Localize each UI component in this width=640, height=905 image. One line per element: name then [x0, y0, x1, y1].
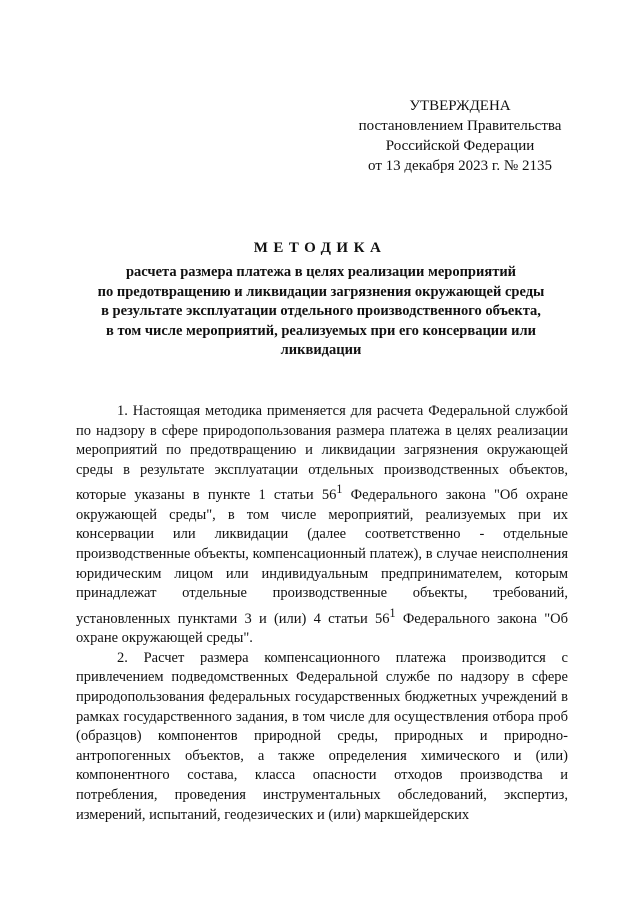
approval-stamp [330, 96, 590, 176]
approval-date: от 13 декабря 2023 г. № 2135 [368, 158, 552, 174]
approval-government: Российской Федерации [385, 138, 535, 154]
footnote-superscript: 1 [336, 482, 343, 497]
subtitle-line: ликвидации [280, 342, 362, 358]
approval-heading: УТВЕРЖДЕНА [409, 98, 511, 114]
document-subtitle [75, 263, 567, 361]
document-body [76, 402, 568, 825]
subtitle-line: по предотвращению и ликвидации загрязнения окружающей среды [97, 283, 545, 300]
paragraph-1-text-b: Федерального закона "Об охране окружающей среды", в том числе мероприятий, реализуемых при их консервации или ликвидации (далее соответственно - отдельные производственные объекты, компенсационный платеж), в случае неисполнения юридическим лицом или индивидуальным предпринимателем, которым принадлежат отдельные производственные объекты, требований, установленных пунктами 3 и (или) 4 статьи 56 [76, 487, 568, 627]
paragraph-1-text-a: 1. Настоящая методика применяется для расчета Федеральной службой по надзору в сфере природопользования размера платежа в целях реализации мероприятий по предотвращению и ликвидации загрязнения окружающей среды в результате эксплуатации отдельных производственных объектов, которые указаны в пункте 1 статьи 56 [76, 403, 568, 504]
document-title: МЕТОДИКА [253, 240, 387, 256]
subtitle-line: расчета размера платежа в целях реализации мероприятий [125, 264, 517, 280]
approval-decree: постановлением Правительства [358, 118, 562, 134]
footnote-superscript: 1 [389, 605, 396, 620]
paragraph-1 [76, 402, 568, 649]
paragraph-2: 2. Расчет размера компенсационного платежа производится с привлечением подведомственных Федеральной службе по надзору в сфере природопользования федеральных государственных бюджетных учреждений в рамках государственного задания, в том числе для осуществления отбора проб (образцов) компонентов природной среды, природных и природно-антропогенных объектов, а также определения химического и (или) компонентного состава, класса опасности отходов производства и потребления, проведения инструментальных обследований, экспертиз, измерений, испытаний, геодезических и (или) маркшейдерских [76, 649, 568, 823]
subtitle-line: в результате эксплуатации отдельного производственного объекта, [101, 303, 541, 319]
subtitle-line: в том числе мероприятий, реализуемых при его консервации или [106, 322, 536, 339]
paragraph-1-text-c: Федерального закона "Об охране окружающей среды". [76, 610, 568, 647]
